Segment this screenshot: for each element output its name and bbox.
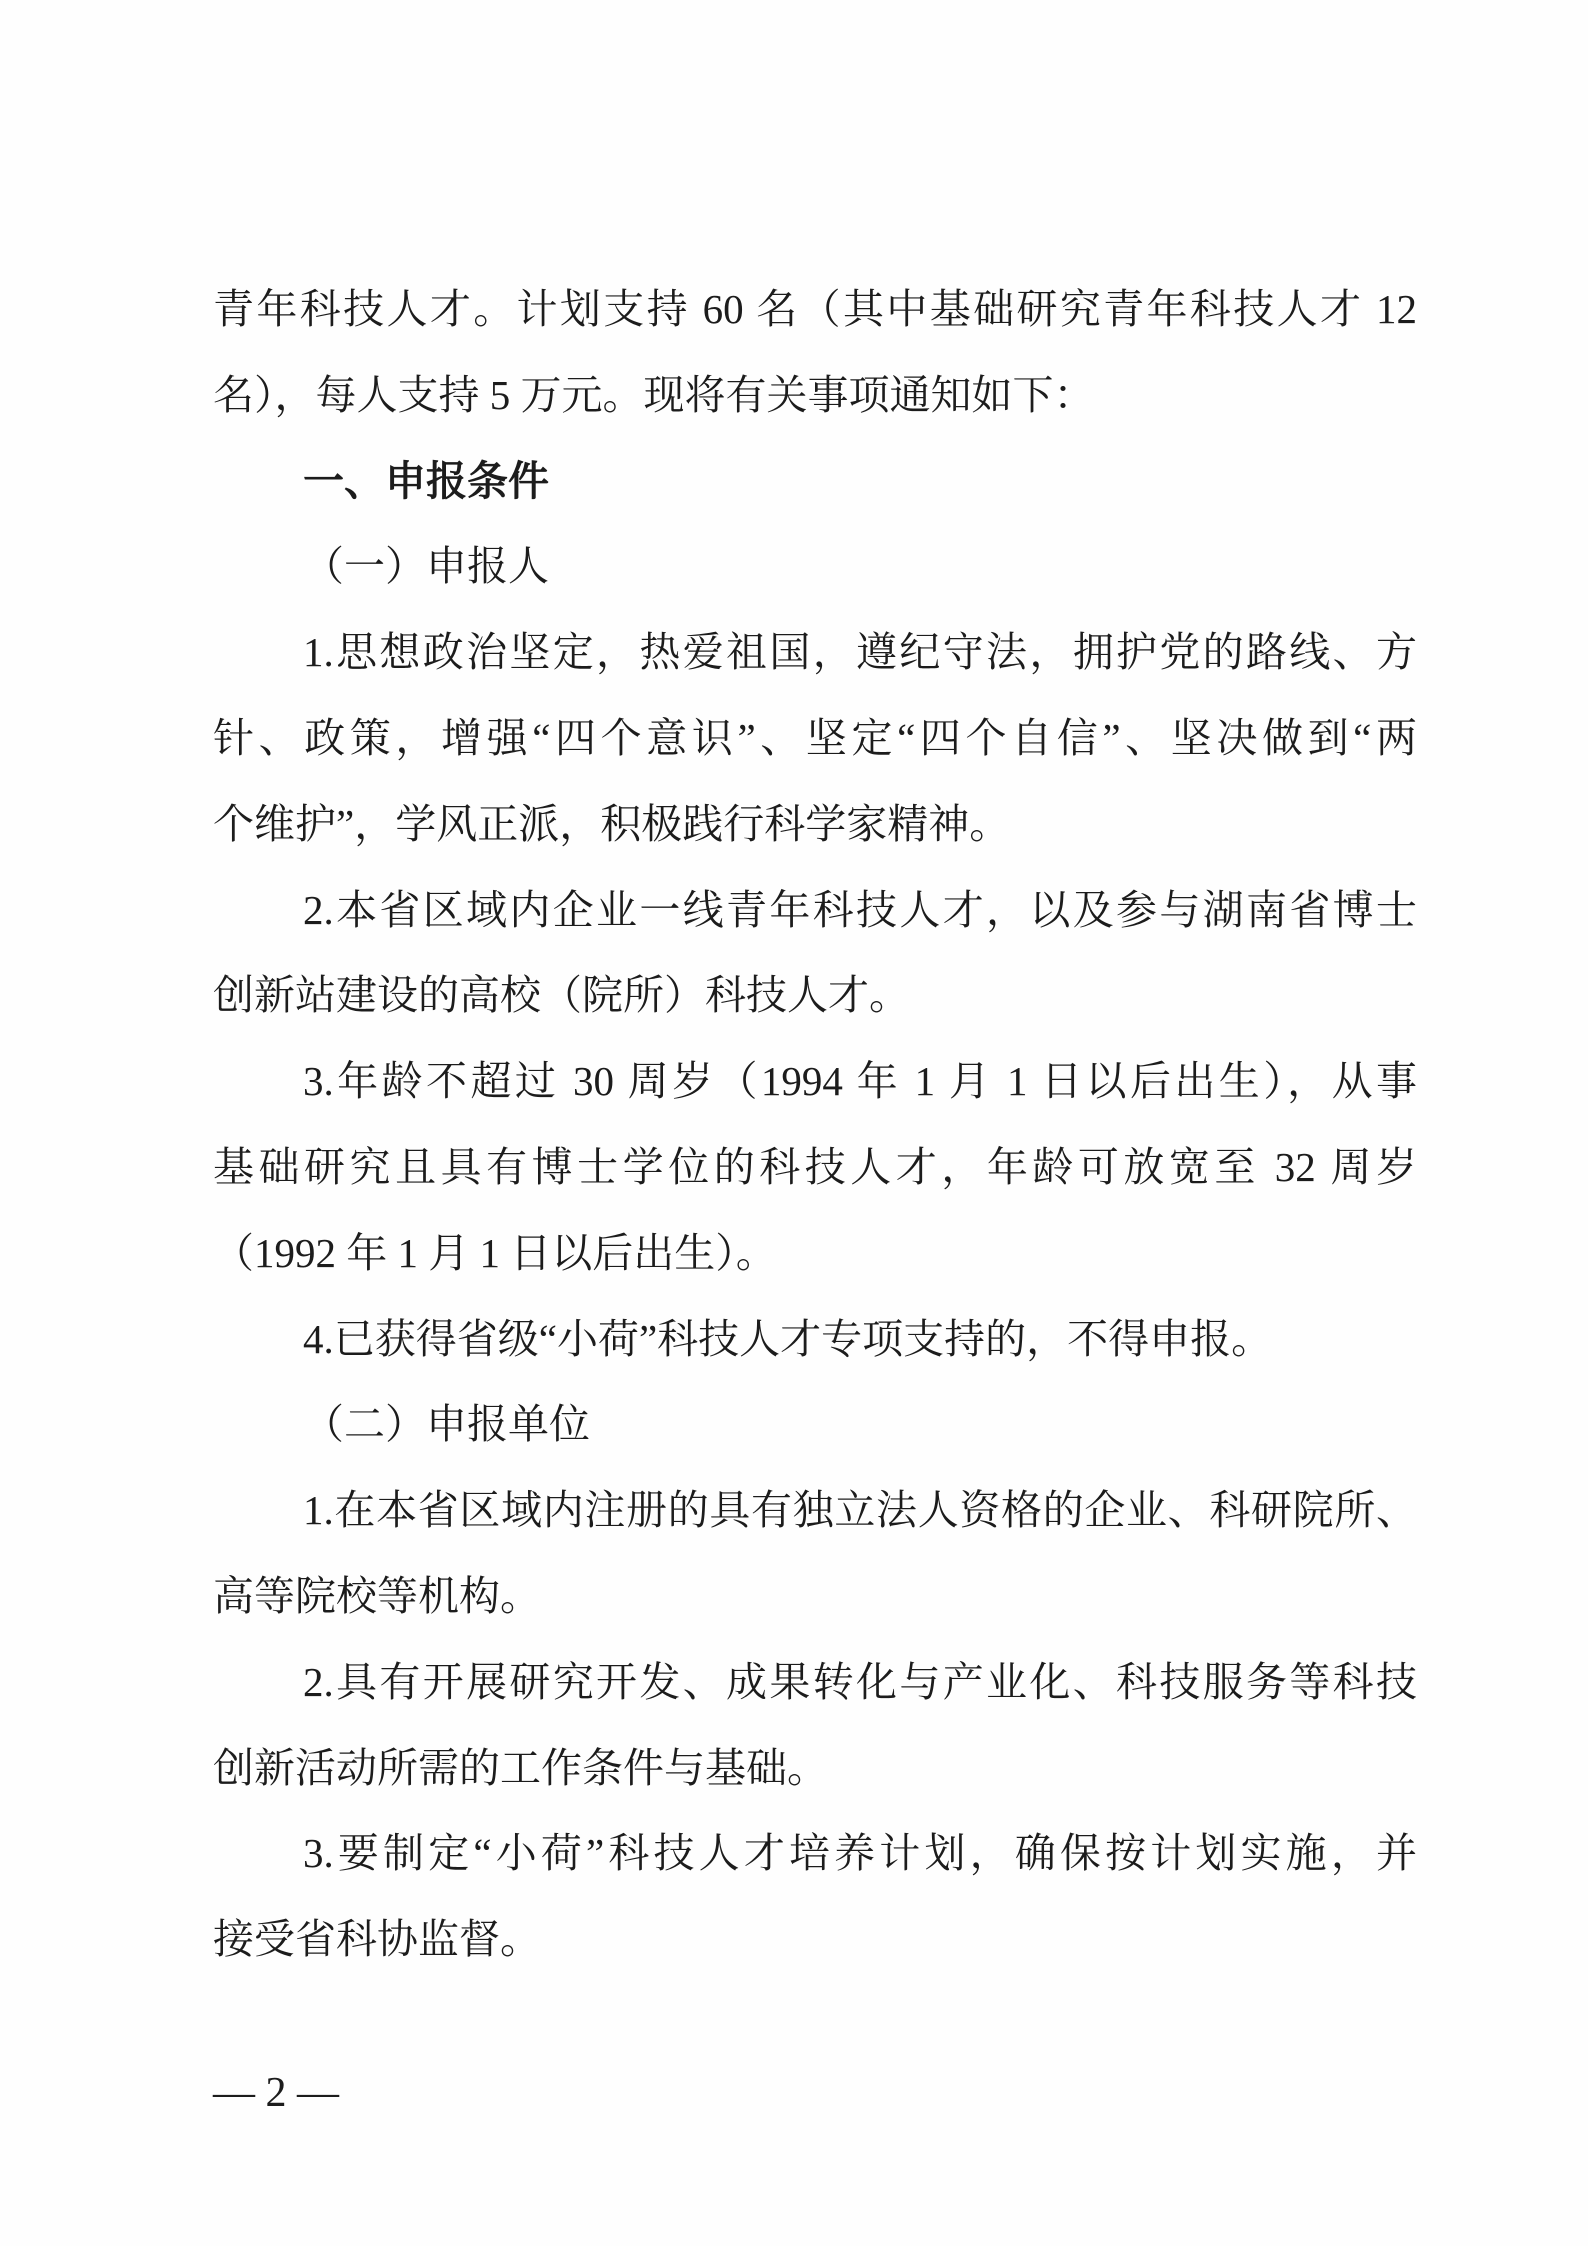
paragraph-line: 2.本省区域内企业一线青年科技人才，以及参与湖南省博士 — [303, 886, 1417, 933]
paragraph-line: 基础研究且具有博士学位的科技人才，年龄可放宽至 32 周岁 — [213, 1143, 1417, 1190]
list-item-paragraph — [213, 1640, 1417, 1812]
subsection-heading: （二）申报单位 — [303, 1401, 590, 1448]
paragraph-line: 1.在本省区域内注册的具有独立法人资格的企业、科研院所、 — [303, 1487, 1417, 1534]
paragraph-line: 创新站建设的高校（院所）科技人才。 — [213, 972, 910, 1019]
paragraph-line: 名），每人支持 5 万元。现将有关事项通知如下： — [213, 371, 1095, 418]
list-item-paragraph — [213, 1039, 1417, 1296]
subsection-heading: （一）申报人 — [303, 543, 549, 590]
page-number-footer: — 2 — — [213, 2070, 339, 2116]
list-item-paragraph — [213, 868, 1417, 1040]
list-item-paragraph — [213, 1297, 1417, 1383]
paragraph-line: （1992 年 1 月 1 日以后出生）。 — [213, 1229, 777, 1276]
section-heading: 一、申报条件 — [303, 456, 549, 505]
paragraph-line: 接受省科协监督。 — [213, 1916, 541, 1963]
paragraph-line: 1.思想政治坚定，热爱祖国，遵纪守法，拥护党的路线、方 — [303, 629, 1417, 676]
paragraph-line: 高等院校等机构。 — [213, 1572, 541, 1619]
paragraph-line: 创新活动所需的工作条件与基础。 — [213, 1744, 828, 1791]
intro-paragraph — [213, 267, 1417, 439]
paragraph-line: 针、政策，增强“四个意识”、坚定“四个自信”、坚决做到“两 — [213, 714, 1417, 761]
paragraph-line: 4.已获得省级“小荷”科技人才专项支持的，不得申报。 — [303, 1315, 1273, 1362]
list-item-paragraph — [213, 610, 1417, 867]
paragraph-line: 个维护”，学风正派，积极践行科学家精神。 — [213, 800, 1011, 847]
paragraph-line: 3.要制定“小荷”科技人才培养计划，确保按计划实施，并 — [303, 1830, 1417, 1877]
list-item-paragraph — [213, 1811, 1417, 1983]
paragraph-line: 2.具有开展研究开发、成果转化与产业化、科技服务等科技 — [303, 1658, 1417, 1705]
paragraph-line: 青年科技人才。计划支持 60 名（其中基础研究青年科技人才 12 — [213, 286, 1417, 332]
paragraph-line: 3.年龄不超过 30 周岁（1994 年 1 月 1 日以后出生），从事 — [303, 1058, 1417, 1105]
document-body — [213, 267, 1417, 1983]
list-item-paragraph — [213, 1468, 1417, 1640]
